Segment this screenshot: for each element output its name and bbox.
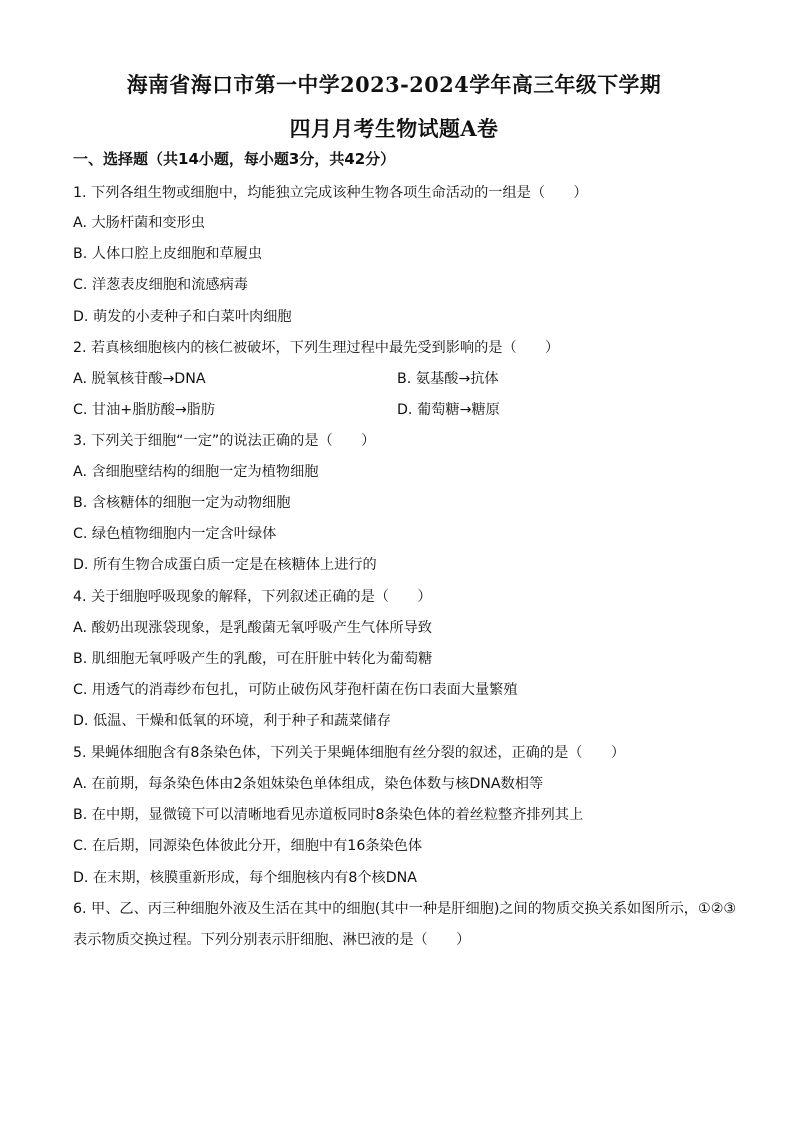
option-c: C. 绿色植物细胞内一定含叶绿体 [73,526,277,542]
option-a: A. 大肠杆菌和变形虫 [73,215,205,231]
question-stem: 4. 关于细胞呼吸现象的解释，下列叙述正确的是（ ） [73,589,432,605]
question-stem-continuation: 表示物质交换过程。下列分别表示肝细胞、淋巴液的是（ ） [73,932,471,948]
option-c: C. 用透气的消毒纱布包扎，可防止破伤风芽孢杆菌在伤口表面大量繁殖 [73,682,518,698]
option-b: B. 在中期，显微镜下可以清晰地看见赤道板同时8条染色体的着丝粒整齐排列其上 [73,807,584,823]
option-d: D. 葡萄糖→糖原 [397,402,500,418]
option-a: A. 脱氧核苷酸→DNA [73,371,206,387]
option-d: D. 低温、干燥和低氧的环境，利于种子和蔬菜储存 [73,713,391,729]
question-stem: 3. 下列关于细胞“一定”的说法正确的是（ ） [73,433,376,449]
option-b: B. 含核糖体的细胞一定为动物细胞 [73,495,291,511]
question-stem: 2. 若真核细胞核内的核仁被破坏，下列生理过程中最先受到影响的是（ ） [73,340,560,356]
option-c: C. 洋葱表皮细胞和流感病毒 [73,277,248,293]
option-a: A. 含细胞壁结构的细胞一定为植物细胞 [73,464,319,480]
option-a: A. 酸奶出现涨袋现象，是乳酸菌无氧呼吸产生气体所导致 [73,620,432,636]
option-b: B. 肌细胞无氧呼吸产生的乳酸，可在肝脏中转化为葡萄糖 [73,651,433,667]
section-heading: 一、选择题（共14小题，每小题3分，共42分） [73,150,396,168]
exam-title-line2: 四月月考生物试题A卷 [289,116,499,141]
option-c: C. 在后期，同源染色体彼此分开，细胞中有16条染色体 [73,838,423,854]
option-d: D. 在末期，核膜重新形成，每个细胞核内有8个核DNA [73,870,417,886]
exam-title-line1: 海南省海口市第一中学2023-2024学年高三年级下学期 [126,72,662,97]
option-b: B. 人体口腔上皮细胞和草履虫 [73,246,263,262]
question-stem: 5. 果蝇体细胞含有8条染色体，下列关于果蝇体细胞有丝分裂的叙述，正确的是（ ） [73,745,626,761]
question-stem: 1. 下列各组生物或细胞中，均能独立完成该种生物各项生命活动的一组是（ ） [73,185,588,201]
option-d: D. 所有生物合成蛋白质一定是在核糖体上进行的 [73,557,377,573]
option-a: A. 在前期，每条染色体由2条姐妹染色单体组成，染色体数与核DNA数相等 [73,776,544,792]
question-stem: 6. 甲、乙、丙三种细胞外液及生活在其中的细胞(其中一种是肝细胞)之间的物质交换关系如图所示，①②③ [73,901,737,917]
option-b: B. 氨基酸→抗体 [397,371,499,387]
option-c: C. 甘油+脂肪酸→脂肪 [73,402,216,418]
option-d: D. 萌发的小麦种子和白菜叶肉细胞 [73,309,292,325]
